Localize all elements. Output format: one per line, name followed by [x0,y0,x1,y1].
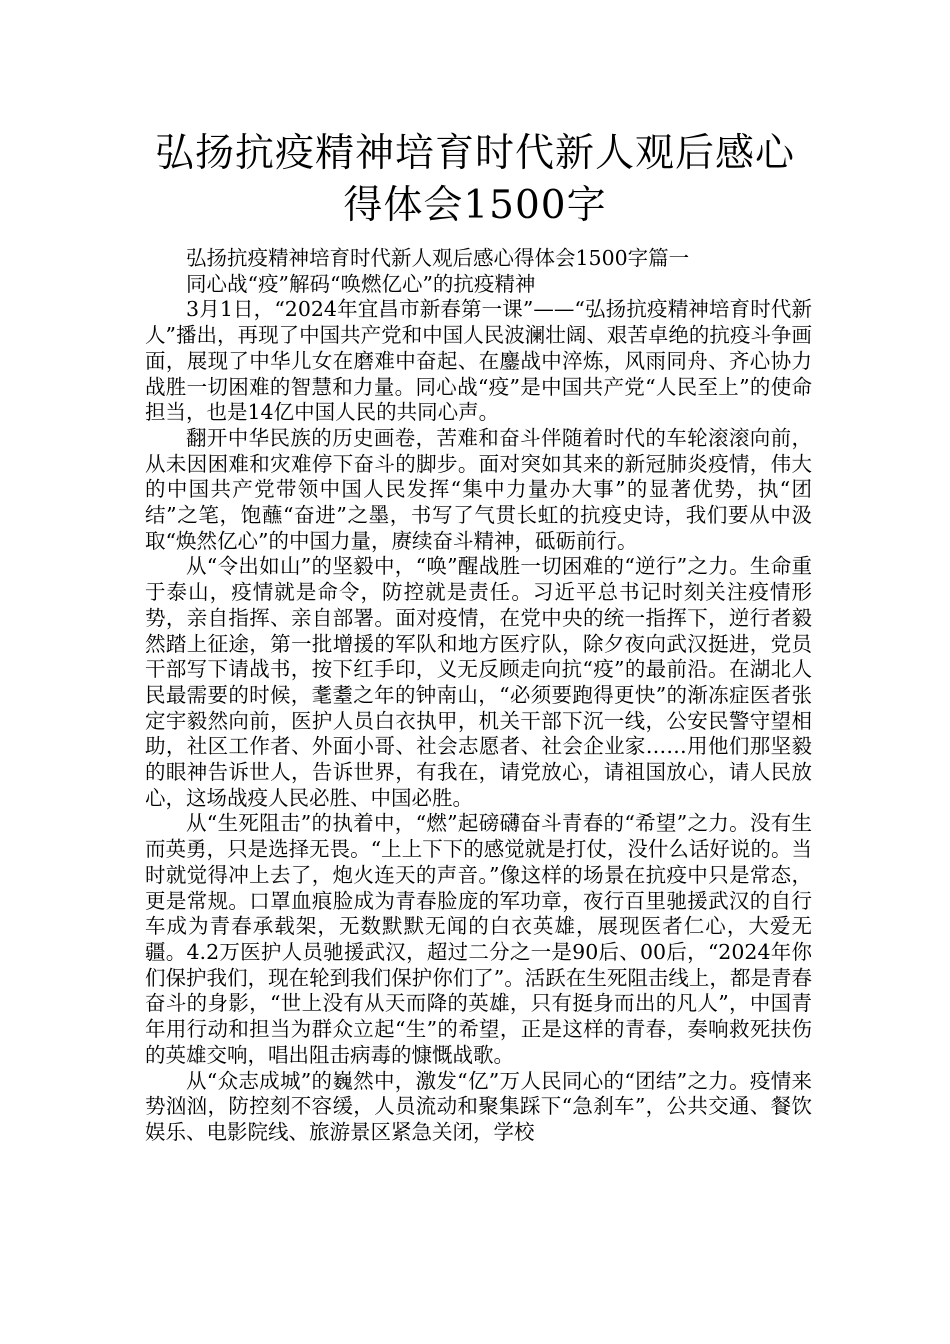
document-subtitle: 弘扬抗疫精神培育时代新人观后感心得体会1500字篇一 [186,246,690,270]
paragraph: 从“众志成城”的巍然中，激发“亿”万人民同心的“团结”之力。疫情来势汹汹，防控刻不容缓，人员流动和聚集踩下“急刹车”，公共交通、餐饮娱乐、电影院线、旅游景区紧急关闭，学校 [145,1068,812,1144]
section-heading: 同心战“疫”解码“唤燃亿心”的抗疫精神 [186,271,536,296]
paragraph: 从“令出如山”的坚毅中，“唤”醒战胜一切困难的“逆行”之力。生命重于泰山，疫情就是命令，防控就是责任。习近平总书记时刻关注疫情形势，亲自指挥、亲自部署。面对疫情，在党中央的统一指挥下，逆行者毅然踏上征途，第一批增援的军队和地方医疗队，除夕夜向武汉挺进，党员干部写下请战书，按下红手印，义无反顾走向抗“疫”的最前沿。在湖北人民最需要的时候，耄耋之年的钟南山，“必须要跑得更快”的渐冻症医者张定宇毅然向前，医护人员白衣执甲，机关干部下沉一线，公安民警守望相助，社区工作者、外面小哥、社会志愿者、社会企业家……用他们那坚毅的眼神告诉世人，告诉世界，有我在，请党放心，请祖国放心，请人民放心，这场战疫人民必胜、中国必胜。 [145,554,812,810]
paragraph: 3月1日，“2024年宜昌市新春第一课”——“弘扬抗疫精神培育时代新人”播出，再现了中国共产党和中国人民波澜壮阔、艰苦卓绝的抗疫斗争画面，展现了中华儿女在磨难中奋起、在鏖战中淬炼，风雨同舟、齐心协力战胜一切困难的智慧和力量。同心战“疫”是中国共产党“人民至上”的使命担当，也是14亿中国人民的共同心声。 [145,297,812,425]
document-body [145,246,812,1146]
paragraph: 从“生死阻击”的执着中，“燃”起磅礴奋斗青春的“希望”之力。没有生而英勇，只是选择无畏。“上上下下的感觉就是打仗，没什么话好说的。当时就觉得冲上去了，炮火连天的声音。”像这样的场景在抗疫中只是常态，更是常规。口罩血痕脸成为青春脸庞的军功章，夜行百里驰援武汉的自行车成为青春承载架，无数默默无闻的白衣英雄，展现医者仁心，大爱无疆。4.2万医护人员驰援武汉，超过二分之一是90后、00后，“2024年你们保护我们，现在轮到我们保护你们了”。活跃在生死阻击线上，都是青春奋斗的身影，“世上没有从天而降的英雄，只有挺身而出的凡人”，中国青年用行动和担当为群众立起“生”的希望，正是这样的青春，奏响救死扶伤的英雄交响，唱出阻击病毒的慷慨战歌。 [145,811,812,1067]
paragraph: 翻开中华民族的历史画卷，苦难和奋斗伴随着时代的车轮滚滚向前，从未因困难和灾难停下奋斗的脚步。面对突如其来的新冠肺炎疫情，伟大的中国共产党带领中国人民发挥“集中力量办大事”的显著优势，执“团结”之笔，饱蘸“奋进”之墨，书写了气贯长虹的抗疫史诗，我们要从中汲取“焕然亿心”的中国力量，赓续奋斗精神，砥砺前行。 [145,425,812,553]
document-title: 弘扬抗疫精神培育时代新人观后感心得体会1500字 [154,131,795,228]
